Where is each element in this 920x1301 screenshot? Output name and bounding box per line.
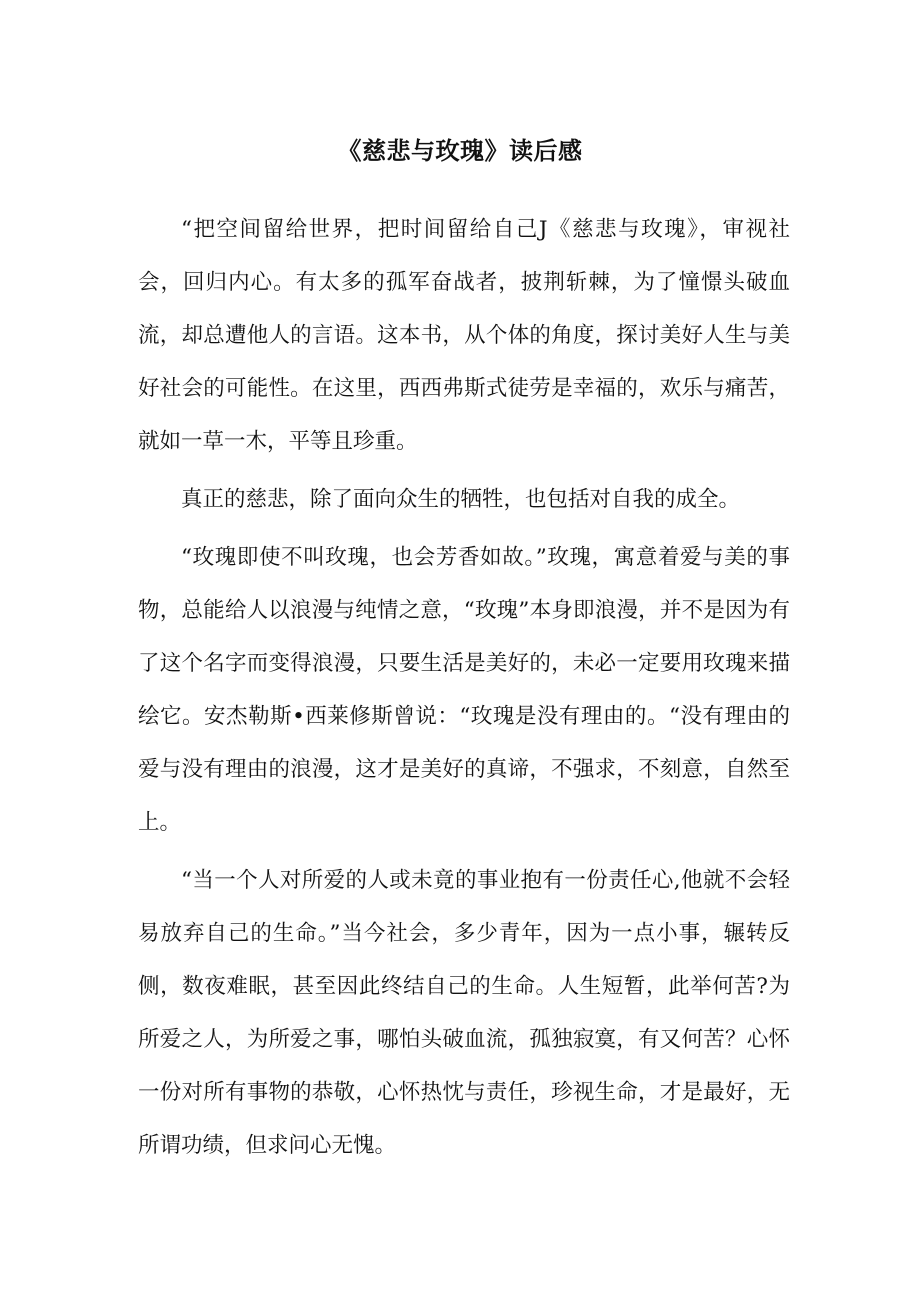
- document-body: [138, 203, 790, 1172]
- paragraph-1: “把空间留给世界，把时间留给自己J《慈悲与玫瑰》，审视社会，回归内心。有太多的孤军奋战者，披荆斩棘，为了憧憬头破血流，却总遭他人的言语。这本书，从个体的角度，探讨美好人生与美好社会的可能性。在这里，西西弗斯式徒劳是幸福的，欢乐与痛苦，就如一草一木，平等且珍重。: [138, 217, 790, 454]
- paragraph-4: “当一个人对所爱的人或未竟的事业抱有一份责任心,他就不会轻易放弃自己的生命。”当今社会，多少青年，因为一点小事，辗转反侧，数夜难眠，甚至因此终结自己的生命。人生短暂，此举何苦?为所爱之人，为所爱之事，哪怕头破血流，孤独寂寞，有又何苦？心怀一份对所有事物的恭敬，心怀热忱与责任，珍视生命，才是最好，无所谓功绩，但求问心无愧。: [138, 868, 790, 1158]
- paragraph-2: 真正的慈悲，除了面向众生的牺牲，也包括对自我的成全。: [181, 487, 741, 512]
- document-title: 《慈悲与玫瑰》读后感: [337, 137, 583, 165]
- paragraph-3: “玫瑰即使不叫玫瑰，也会芳香如故。”玫瑰，寓意着爱与美的事物，总能给人以浪漫与纯情之意，“玫瑰”本身即浪漫，并不是因为有了这个名字而变得浪漫，只要生活是美好的，未必一定要用玫瑰来描绘它。安杰勒斯•西莱修斯曾说：“玫瑰是没有理由的。“没有理由的爱与没有理由的浪漫，这才是美好的真谛，不强求，不刻意，自然至上。: [138, 545, 790, 835]
